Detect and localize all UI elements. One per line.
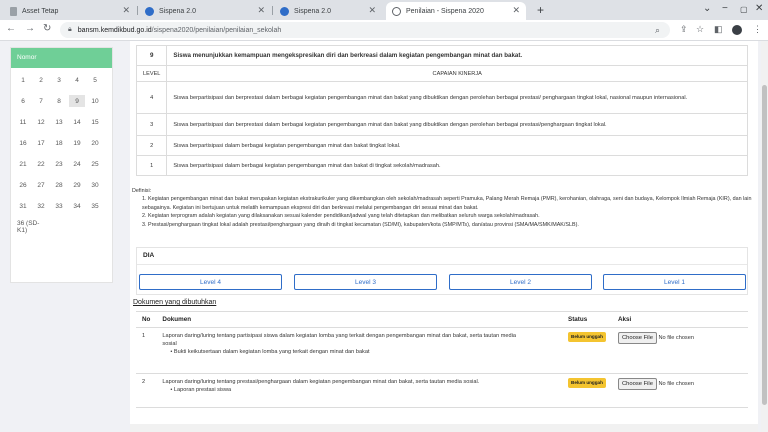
number-item[interactable]: 10 xyxy=(91,97,99,105)
table-row xyxy=(136,328,748,374)
achievement-header: CAPAIAN KINERJA xyxy=(167,66,748,82)
column-header-status: Status xyxy=(562,312,612,328)
number-item[interactable]: 13 xyxy=(55,118,63,126)
number-item[interactable]: 22 xyxy=(37,160,45,168)
vertical-scrollbar[interactable] xyxy=(761,41,768,432)
level-description: Siswa berpartisipasi dan berprestasi dalam berbagai kegiatan pengembangan minat dan bakat yang dibuktikan dengan perolehan berbagai prestasi/penghargaan tingkat lokal. xyxy=(167,114,748,136)
definition-item: 1. Kegiatan pengembangan minat dan bakat merupakan kegiatan ekstrakurikuler yang dikembangkan oleh sekolah/madrasah seperti Pramuka, Palang Merah Remaja (PMR), kerohanian, olahraga, seni dan budaya, Kelompok Ilmiah Remaja (KIR), dan lain sebagainya. Kegiatan ini bertujuan untuk melatih kemampuan ekspresi diri dan berkreasi melalui pengembangan diri sesuai minat dan bakat. xyxy=(142,196,752,211)
definition-block xyxy=(132,187,752,229)
tab-title: Sispena 2.0 xyxy=(159,7,196,15)
document-bullet: • Bukti keikutsertaan dalam kegiatan lomba yang terkait dengan minat dan bakat xyxy=(170,349,370,355)
number-item[interactable]: 12 xyxy=(37,118,45,126)
number-item[interactable]: 4 xyxy=(75,76,79,84)
indicator-table xyxy=(136,45,748,176)
tab-asset-tetap[interactable] xyxy=(4,2,136,20)
number-item[interactable]: 2 xyxy=(39,76,43,84)
choose-file-button[interactable]: Choose File xyxy=(618,378,657,390)
number-item[interactable]: 7 xyxy=(39,97,43,105)
number-item[interactable]: 21 xyxy=(19,160,27,168)
number-item[interactable]: 23 xyxy=(55,160,63,168)
status-badge: Belum unggah xyxy=(568,378,606,388)
globe-icon xyxy=(392,7,401,16)
number-item[interactable]: 1 xyxy=(21,76,25,84)
number-item[interactable]: 9 xyxy=(69,95,85,107)
back-icon[interactable]: ← xyxy=(6,23,16,34)
level-header: LEVEL xyxy=(137,66,167,82)
column-header-document: Dokumen xyxy=(156,312,562,328)
tab-sispena-2[interactable] xyxy=(274,2,382,20)
number-item[interactable]: 29 xyxy=(73,181,81,189)
tab-sispena-1[interactable] xyxy=(139,2,271,20)
bookmark-star-icon[interactable]: ☆ xyxy=(696,24,705,34)
page-body xyxy=(0,41,768,432)
status-cell xyxy=(562,374,612,408)
sispena-icon xyxy=(145,7,154,16)
new-tab-button[interactable]: + xyxy=(537,3,545,17)
status-cell xyxy=(562,328,612,374)
indicator-statement: Siswa menunjukkan kemampuan mengekspresikan diri dan berkreasi dalam kegiatan pengembangan minat dan bakat. xyxy=(167,46,748,66)
level-4-button[interactable]: Level 4 xyxy=(139,274,282,290)
column-header-no: No xyxy=(136,312,156,328)
tab-title: Sispena 2.0 xyxy=(294,7,331,15)
indicator-row xyxy=(137,46,748,66)
url-bar[interactable] xyxy=(60,22,670,38)
share-icon[interactable]: ⇪ xyxy=(680,24,688,34)
level-description: Siswa berpartisipasi dalam berbagai kegiatan pengembangan minat dan bakat tingkat lokal. xyxy=(167,136,748,156)
level-row xyxy=(137,114,748,136)
level-3-button[interactable]: Level 3 xyxy=(294,274,437,290)
lock-icon: 🔒︎ xyxy=(68,26,72,33)
number-grid xyxy=(11,68,112,233)
close-window-icon[interactable]: ✕ xyxy=(755,3,764,14)
number-item[interactable]: 32 xyxy=(37,202,45,210)
file-status: No file chosen xyxy=(658,335,694,341)
zoom-icon[interactable]: ⌕ xyxy=(655,25,661,35)
document-bullet: • Laporan prestasi siswa xyxy=(170,387,232,393)
number-item[interactable]: 20 xyxy=(91,139,99,147)
row-number: 1 xyxy=(136,328,156,374)
number-item[interactable]: 27 xyxy=(37,181,45,189)
level-2-button[interactable]: Level 2 xyxy=(449,274,592,290)
number-item[interactable]: 35 xyxy=(91,202,99,210)
definition-label: Definisi: xyxy=(132,188,152,194)
number-item[interactable]: 18 xyxy=(55,139,63,147)
document-description: Laporan daring/luring tentang prestasi/penghargaan dalam kegiatan pengembangan minat dan bakat, serta tautan media sosial. xyxy=(162,379,480,385)
dia-card xyxy=(136,247,748,295)
action-cell xyxy=(612,328,748,374)
bullet-text: Laporan prestasi siswa xyxy=(173,387,232,393)
action-cell xyxy=(612,374,748,408)
definition-item: 2. Kegiatan terprogram adalah kegiatan yang dilaksanakan sesuai kalender pendidikan/jadwal yang telah ditetapkan dan melibatkan seluruh warga sekolah/madrasah. xyxy=(142,213,540,220)
number-item[interactable]: 19 xyxy=(73,139,81,147)
horizontal-scrollbar[interactable] xyxy=(130,424,758,432)
level-value: 2 xyxy=(137,136,167,156)
url-host: bansm.kemdikbud.go.id xyxy=(77,26,152,34)
column-header-aksi: Aksi xyxy=(612,312,748,328)
tab-penilaian[interactable] xyxy=(386,2,526,20)
minimize-icon[interactable]: − xyxy=(722,3,728,14)
file-status: No file chosen xyxy=(658,381,694,387)
document-cell xyxy=(156,374,562,408)
forward-icon[interactable]: → xyxy=(25,23,35,34)
number-item[interactable]: 25 xyxy=(91,160,99,168)
status-badge: Belum unggah xyxy=(568,332,606,342)
close-icon[interactable]: ✕ xyxy=(257,5,265,15)
reload-icon[interactable]: ↻ xyxy=(43,23,52,34)
number-item[interactable]: 3 xyxy=(57,76,61,84)
number-item[interactable]: 24 xyxy=(73,160,81,168)
level-value: 4 xyxy=(137,82,167,114)
address-toolbar xyxy=(0,20,768,41)
number-item[interactable]: 11 xyxy=(19,118,27,126)
number-item[interactable]: 36 (SD-K1) xyxy=(17,220,40,234)
indicator-number: 9 xyxy=(137,46,167,66)
number-item[interactable]: 34 xyxy=(73,202,81,210)
level-description: Siswa berpartisipasi dalam berbagai kegiatan pengembangan minat dan bakat di tingkat sekolah/madrasah. xyxy=(167,156,748,176)
level-header-row xyxy=(137,66,748,82)
tab-separator xyxy=(137,6,138,15)
level-1-button[interactable]: Level 1 xyxy=(603,274,746,290)
dia-title: DIA xyxy=(143,252,155,259)
url-path: /sispena2020/penilaian/penilaian_sekolah xyxy=(151,26,282,34)
number-item[interactable]: 6 xyxy=(21,97,25,105)
browser-tab-bar xyxy=(0,0,768,20)
sidebar-toggle-icon[interactable]: ◧ xyxy=(714,24,723,34)
documents-table xyxy=(136,311,748,408)
number-item[interactable]: 5 xyxy=(93,76,97,84)
tab-title: Asset Tetap xyxy=(22,7,59,15)
level-row xyxy=(137,156,748,176)
scrollbar-thumb[interactable] xyxy=(762,85,767,405)
number-sidebar xyxy=(10,47,113,283)
number-item[interactable]: 8 xyxy=(57,97,61,105)
number-item[interactable]: 33 xyxy=(55,202,63,210)
document-icon xyxy=(10,7,17,16)
number-item[interactable]: 26 xyxy=(19,181,27,189)
close-icon[interactable]: ✕ xyxy=(512,5,520,15)
document-description: Laporan daring/luring tentang partisipasi siswa dalam kegiatan lomba yang terkait dengan pengembangan minat dan bakat, serta tautan media sosial xyxy=(162,333,516,347)
number-item[interactable]: 15 xyxy=(91,118,99,126)
bullet-text: Bukti keikutsertaan dalam kegiatan lomba yang terkait dengan minat dan bakat xyxy=(173,349,370,355)
number-item[interactable]: 31 xyxy=(19,202,27,210)
level-value: 1 xyxy=(137,156,167,176)
divider xyxy=(137,264,747,265)
level-row xyxy=(137,82,748,114)
profile-avatar[interactable] xyxy=(732,25,742,35)
main-content xyxy=(130,41,758,432)
close-icon[interactable]: ✕ xyxy=(368,5,376,15)
number-item[interactable]: 16 xyxy=(19,139,27,147)
close-icon[interactable]: ✕ xyxy=(122,5,130,15)
number-item[interactable]: 30 xyxy=(91,181,99,189)
sispena-icon xyxy=(280,7,289,16)
definition-item: 3. Prestasi/penghargaan tingkat lokal adalah prestasi/penghargaan yang diraih di tingkat kecamatan (SD/MI), kabupaten/kota (SMP/MTs), dan/atau provinsi (SMA/MA/SMK/MAK/SLB). xyxy=(142,221,579,228)
table-row xyxy=(136,374,748,408)
row-number: 2 xyxy=(136,374,156,408)
level-row xyxy=(137,136,748,156)
tab-title: Penilaian - Sispena 2020 xyxy=(406,7,484,15)
documents-header-row xyxy=(136,312,748,328)
level-description: Siswa berpartisipasi dan berprestasi dalam berbagai kegiatan pengembangan minat dan bakat yang dibuktikan dengan perolehan berbagai prestasi/ penghargaan tingkat lokal, nasional maupun internasional. xyxy=(167,82,748,114)
number-item[interactable]: 28 xyxy=(55,181,63,189)
documents-heading: Dokumen yang dibutuhkan xyxy=(133,299,217,306)
choose-file-button[interactable]: Choose File xyxy=(618,332,657,344)
level-value: 3 xyxy=(137,114,167,136)
menu-kebab-icon[interactable]: ⋮ xyxy=(753,24,762,34)
number-item[interactable]: 17 xyxy=(37,139,45,147)
chevron-down-icon[interactable]: ⌄ xyxy=(703,3,712,14)
document-cell xyxy=(156,328,562,374)
maximize-icon[interactable]: ▢ xyxy=(740,5,748,14)
sidebar-title: Nomor xyxy=(11,48,112,68)
tab-separator xyxy=(272,6,273,15)
number-item[interactable]: 14 xyxy=(73,118,81,126)
